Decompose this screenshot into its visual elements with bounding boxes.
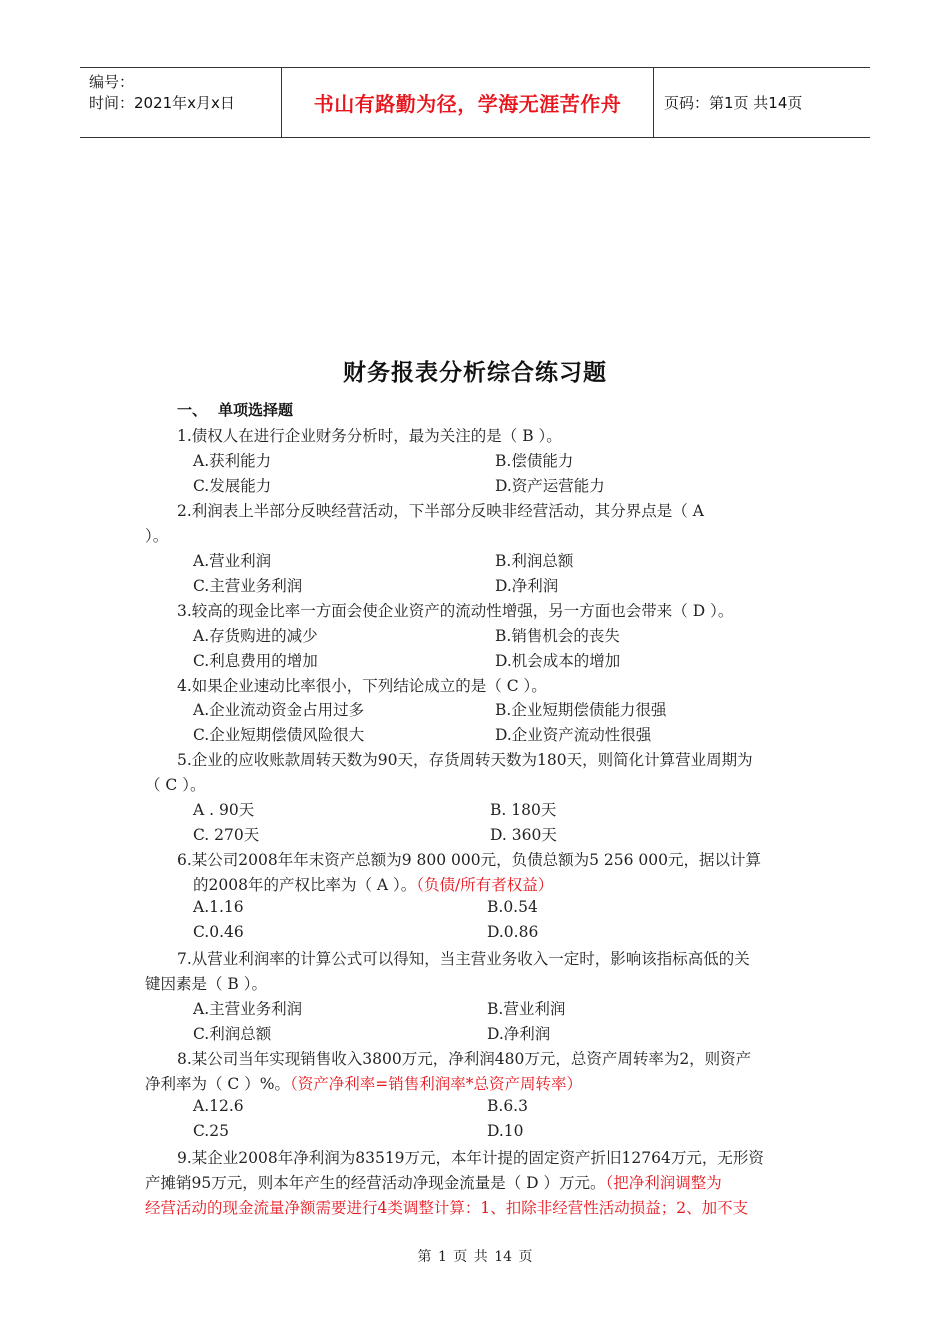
- header-page-cell: [654, 68, 870, 137]
- question-6-option-d: D.0.86: [487, 923, 539, 941]
- question-8-option-a: A.12.6: [193, 1097, 244, 1115]
- question-6-stem-text: 的2008年的产权比率为（ A ）。: [193, 876, 417, 894]
- question-2-option-d: D.净利润: [495, 577, 559, 595]
- question-6-option-b: B.0.54: [487, 898, 538, 916]
- motto: 书山有路勤为径，学海无涯苦作舟: [313, 92, 622, 116]
- question-8-note: （资产净利率=销售利润率*总资产周转率）: [289, 1075, 582, 1093]
- question-7-option-c: C.利润总额: [193, 1025, 272, 1043]
- question-8-stem-text: 净利率为（ C ）%。: [145, 1075, 290, 1093]
- question-5-option-a: A . 90天: [193, 801, 255, 819]
- question-4-option-c: C.企业短期偿债风险很大: [193, 726, 365, 744]
- question-8-option-d: D.10: [487, 1122, 524, 1140]
- question-9-stem-text: 产摊销95万元，则本年产生的经营活动净现金流量是（ D ）万元。: [145, 1174, 606, 1192]
- question-6-option-a: A.1.16: [193, 898, 244, 916]
- question-9-stem-line1: 9.某企业2008年净利润为83519万元，本年计提的固定资产折旧12764万元，无形资: [177, 1149, 764, 1167]
- question-6-stem-line1: 6.某公司2008年年末资产总额为9 800 000元，负债总额为5 256 000元，据以计算: [177, 851, 762, 869]
- question-3-stem: 3.较高的现金比率一方面会使企业资产的流动性增强，另一方面也会带来（ D ）。: [177, 602, 734, 620]
- question-4-option-d: D.企业资产流动性很强: [495, 726, 652, 744]
- question-8-stem-line1: 8.某公司当年实现销售收入3800万元，净利润480万元，总资产周转率为2，则资产: [177, 1050, 752, 1068]
- question-1-option-c: C.发展能力: [193, 477, 272, 495]
- question-2-option-a: A.营业利润: [193, 552, 272, 570]
- section-number: 一、: [177, 401, 208, 419]
- question-5-option-c: C. 270天: [193, 826, 260, 844]
- document-title: 财务报表分析综合练习题: [343, 360, 607, 386]
- question-7-option-d: D.净利润: [487, 1025, 551, 1043]
- question-8-option-b: B.6.3: [487, 1097, 528, 1115]
- page-footer: 第 1 页 共 14 页: [417, 1249, 533, 1265]
- question-3-option-d: D.机会成本的增加: [495, 652, 621, 670]
- page-info: 页码：第1页 共14页: [664, 94, 803, 112]
- question-5-option-d: D. 360天: [490, 826, 557, 844]
- question-3-option-b: B.销售机会的丧失: [495, 627, 620, 645]
- question-9-note-continued: 经营活动的现金流量净额需要进行4类调整计算：1、扣除非经营性活动损益；2、加不支: [145, 1199, 749, 1217]
- header-table: [80, 67, 870, 138]
- question-1-option-d: D.资产运营能力: [495, 477, 605, 495]
- question-7-stem-line1: 7.从营业利润率的计算公式可以得知，当主营业务收入一定时，影响该指标高低的关: [177, 950, 750, 968]
- question-6-stem-line2: [193, 873, 553, 895]
- question-7-option-a: A.主营业务利润: [193, 1000, 303, 1018]
- section-label: 单项选择题: [218, 401, 294, 419]
- question-9-note-start: （把净利润调整为: [605, 1174, 722, 1192]
- question-2-stem-line2: ）。: [145, 527, 169, 545]
- question-3-option-c: C.利息费用的增加: [193, 652, 318, 670]
- question-1-option-a: A.获利能力: [193, 452, 272, 470]
- question-1-stem: 1.债权人在进行企业财务分析时，最为关注的是（ B ）。: [177, 427, 562, 445]
- number-label: 编号：: [89, 73, 135, 91]
- question-5-stem-line2: （ C ）。: [145, 776, 206, 794]
- question-4-option-a: A.企业流动资金占用过多: [193, 701, 365, 719]
- question-5-option-b: B. 180天: [490, 801, 557, 819]
- question-8-stem-line2: [145, 1072, 582, 1094]
- question-2-stem-line1: 2.利润表上半部分反映经营活动，下半部分反映非经营活动，其分界点是（ A: [177, 502, 704, 520]
- question-2-option-c: C.主营业务利润: [193, 577, 303, 595]
- question-4-option-b: B.企业短期偿债能力很强: [495, 701, 667, 719]
- question-3-option-a: A.存货购进的减少: [193, 627, 318, 645]
- header-motto-cell: [281, 68, 654, 137]
- question-2-option-b: B.利润总额: [495, 552, 574, 570]
- question-4-stem: 4.如果企业速动比率很小，下列结论成立的是（ C ）。: [177, 677, 547, 695]
- question-6-option-c: C.0.46: [193, 923, 244, 941]
- question-9-stem-line2: [145, 1171, 722, 1193]
- question-1-option-b: B.偿债能力: [495, 452, 574, 470]
- header-info-cell: [80, 68, 281, 137]
- question-8-option-c: C.25: [193, 1122, 229, 1140]
- section-heading: [177, 399, 293, 420]
- time-label: 时间：2021年x月x日: [89, 94, 235, 112]
- question-6-note: （负债/所有者权益）: [416, 876, 554, 894]
- question-5-stem-line1: 5.企业的应收账款周转天数为90天，存货周转天数为180天，则简化计算营业周期为: [177, 751, 753, 769]
- question-7-option-b: B.营业利润: [487, 1000, 566, 1018]
- question-7-stem-line2: 键因素是（ B ）。: [145, 975, 267, 993]
